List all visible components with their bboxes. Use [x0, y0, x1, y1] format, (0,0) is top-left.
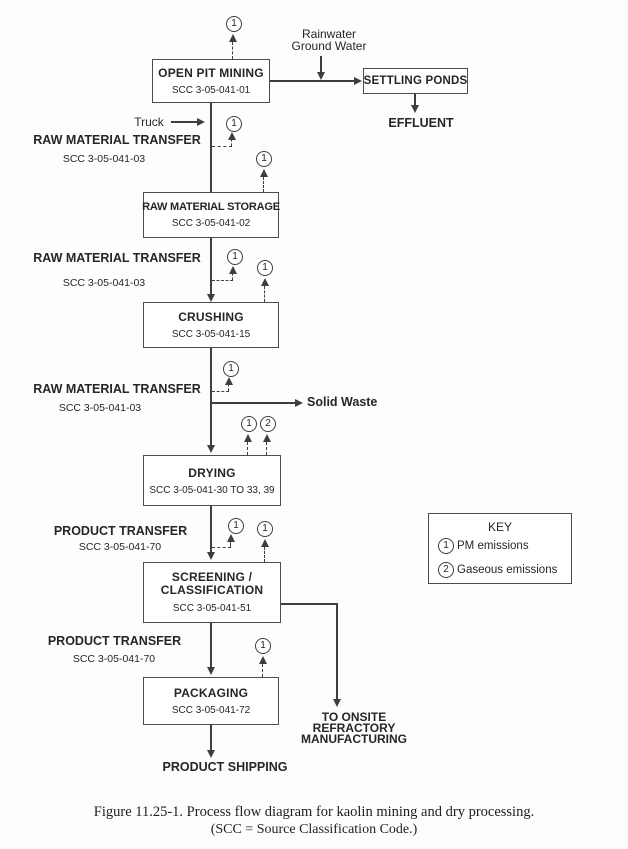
arrow-up-icon — [229, 34, 237, 42]
pm-emission-marker — [223, 361, 239, 377]
figure-caption-line2: (SCC = Source Classification Code.) — [210, 822, 418, 837]
effluent-label: EFFLUENT — [388, 116, 454, 130]
settling-ponds-box — [363, 68, 468, 94]
solid-waste-label: Solid Waste — [307, 395, 378, 409]
marker-number: 1 — [231, 18, 237, 29]
product-transfer-scc-2: SCC 3-05-041-70 — [72, 653, 156, 665]
flow-line-vertical — [320, 56, 322, 72]
marker-number: 1 — [233, 520, 239, 531]
flow-line-vertical — [336, 603, 338, 699]
pm-emission-marker — [227, 249, 243, 265]
arrow-down-icon — [207, 667, 215, 675]
product-transfer-label-2: PRODUCT TRANSFER — [47, 634, 182, 648]
box-title: CRUSHING — [178, 310, 244, 324]
emission-line-dashed — [228, 384, 229, 391]
emission-line-dashed — [232, 42, 233, 59]
raw-material-transfer-label-1: RAW MATERIAL TRANSFER — [33, 133, 201, 147]
flow-line-horizontal — [270, 80, 354, 82]
arrow-right-icon — [197, 118, 205, 126]
marker-number: 1 — [443, 540, 449, 551]
pm-emission-marker — [228, 518, 244, 534]
product-transfer-label-1: PRODUCT TRANSFER — [53, 524, 188, 538]
key-gaseous-label: Gaseous emissions — [457, 564, 558, 576]
flow-line-vertical — [210, 238, 212, 295]
arrow-down-icon — [207, 552, 215, 560]
pm-emission-marker — [226, 16, 242, 32]
marker-number: 2 — [265, 418, 271, 429]
arrow-down-icon — [317, 72, 325, 80]
rainwater-label — [277, 28, 381, 52]
marker-number: 1 — [228, 363, 234, 374]
flow-line-vertical — [210, 623, 212, 667]
arrow-up-icon — [244, 434, 252, 442]
pm-emission-marker — [257, 260, 273, 276]
product-shipping-label: PRODUCT SHIPPING — [162, 760, 288, 774]
box-title: RAW MATERIAL STORAGE — [142, 201, 280, 213]
arrow-down-icon — [207, 445, 215, 453]
figure-caption-line1: Figure 11.25-1. Process flow diagram for kaolin mining and dry processing. — [93, 804, 535, 820]
marker-number: 1 — [232, 251, 238, 262]
box-title: DRYING — [188, 465, 236, 480]
emission-line-dashed — [212, 547, 231, 548]
emission-line-dashed — [264, 547, 265, 562]
arrow-down-icon — [333, 699, 341, 707]
marker-number: 1 — [261, 153, 267, 164]
flow-line-vertical — [210, 506, 212, 552]
box-scc-code: SCC 3-05-041-30 TO 33, 39 — [149, 484, 275, 496]
raw-material-transfer-label-2: RAW MATERIAL TRANSFER — [33, 251, 201, 265]
emission-line-dashed — [247, 442, 248, 455]
rainwater-line2: Ground Water — [291, 39, 367, 53]
arrow-up-icon — [259, 656, 267, 664]
marker-number: 1 — [262, 262, 268, 273]
arrow-up-icon — [229, 266, 237, 274]
arrow-down-icon — [411, 105, 419, 113]
emission-line-dashed — [263, 177, 264, 192]
arrow-up-icon — [260, 169, 268, 177]
emission-line-dashed — [266, 442, 267, 455]
box-scc-code: SCC 3-05-041-51 — [172, 603, 252, 614]
arrow-down-icon — [207, 294, 215, 302]
pm-emission-marker — [257, 521, 273, 537]
arrow-up-icon — [261, 278, 269, 286]
crushing-box — [143, 302, 279, 348]
arrow-up-icon — [227, 534, 235, 542]
raw-material-storage-box — [143, 192, 279, 238]
flow-line-horizontal — [212, 402, 296, 404]
flow-line-vertical — [210, 725, 212, 750]
onsite-line2: REFRACTORY — [312, 721, 396, 735]
box-scc-code: SCC 3-05-041-72 — [171, 705, 251, 716]
emission-line-dashed — [262, 664, 263, 677]
open-pit-mining-box — [152, 59, 270, 103]
key-title: KEY — [487, 520, 512, 534]
onsite-refractory-label — [294, 712, 414, 745]
box-title: OPEN PIT MINING — [158, 66, 264, 80]
pm-emission-marker — [241, 416, 257, 432]
arrow-up-icon — [261, 539, 269, 547]
marker-number: 1 — [246, 418, 252, 429]
box-scc-code: SCC 3-05-041-01 — [171, 85, 251, 96]
marker-number: 1 — [262, 523, 268, 534]
arrow-down-icon — [207, 750, 215, 758]
marker-number: 1 — [231, 118, 237, 129]
drying-box — [143, 455, 281, 506]
rainwater-line1: Rainwater — [301, 27, 357, 41]
product-transfer-scc-1: SCC 3-05-041-70 — [78, 541, 162, 553]
pm-emission-marker — [256, 151, 272, 167]
emission-line-dashed — [212, 146, 232, 147]
onsite-line3: MANUFACTURING — [301, 732, 407, 746]
key-pm-label: PM emissions — [457, 540, 529, 552]
arrow-up-icon — [263, 434, 271, 442]
pm-emission-marker — [226, 116, 242, 132]
flow-line-vertical — [210, 103, 212, 192]
marker-number: 1 — [260, 640, 266, 651]
box-title: PACKAGING — [173, 686, 249, 700]
raw-material-transfer-scc-2: SCC 3-05-041-03 — [62, 277, 146, 289]
flow-line-vertical — [414, 94, 416, 105]
packaging-box — [143, 677, 279, 725]
emission-line-dashed — [212, 280, 233, 281]
screening-classification-box — [143, 562, 281, 623]
emission-line-dashed — [212, 391, 229, 392]
key-legend-box — [428, 513, 572, 584]
box-title: CLASSIFICATION — [160, 582, 264, 597]
box-scc-code: SCC 3-05-041-02 — [171, 218, 251, 229]
arrow-up-icon — [228, 132, 236, 140]
onsite-line1: TO ONSITE — [321, 710, 387, 724]
box-title: SETTLING PONDS — [363, 75, 468, 87]
raw-material-transfer-label-3: RAW MATERIAL TRANSFER — [33, 382, 201, 396]
gaseous-emission-marker — [438, 562, 454, 578]
raw-material-transfer-scc-1: SCC 3-05-041-03 — [62, 153, 146, 165]
pm-emission-marker — [438, 538, 454, 554]
truck-label: Truck — [134, 115, 164, 129]
emission-line-dashed — [264, 286, 265, 302]
emission-line-dashed — [232, 273, 233, 280]
emission-line-dashed — [231, 139, 232, 146]
arrow-right-icon — [354, 77, 362, 85]
gaseous-emission-marker — [260, 416, 276, 432]
flow-line-horizontal — [281, 603, 337, 605]
box-title: SCREENING / — [171, 570, 253, 584]
flow-line-vertical — [210, 348, 212, 445]
arrow-up-icon — [225, 377, 233, 385]
marker-number: 2 — [443, 564, 449, 575]
box-scc-code: SCC 3-05-041-15 — [171, 329, 251, 340]
pm-emission-marker — [255, 638, 271, 654]
arrow-right-icon — [295, 399, 303, 407]
flow-line-horizontal — [171, 121, 197, 123]
raw-material-transfer-scc-3: SCC 3-05-041-03 — [58, 402, 142, 414]
